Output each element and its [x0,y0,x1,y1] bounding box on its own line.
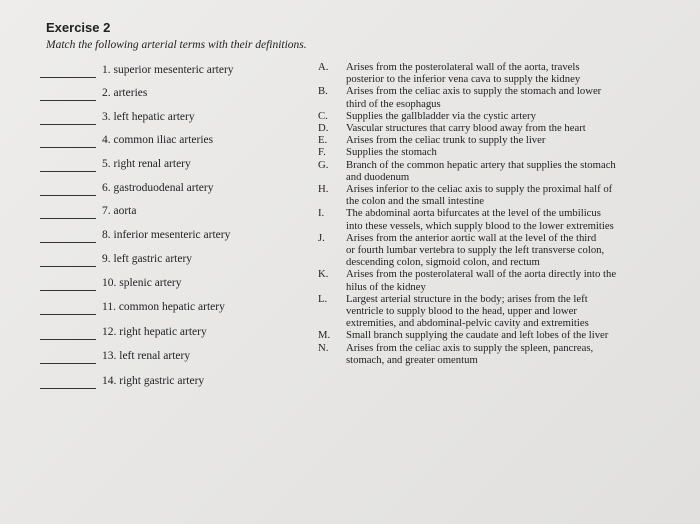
definition-letter: C. [318,109,328,122]
answer-blank[interactable] [40,255,96,267]
definition-text: Largest arterial structure in the body; arises from the left ventricle to supply blood to the head, upper and lower extremities, and abdominal-pelvic cavity and extremities [346,292,589,330]
term-row [40,132,213,148]
term-row [40,109,195,125]
definition-item [318,342,694,366]
definition-item [318,61,694,85]
answer-blank[interactable] [40,113,96,125]
definition-letter: M. [318,329,331,342]
definition-text: Arises from the celiac trunk to supply the liver [346,134,546,147]
term-row [40,203,136,219]
definition-letter: D. [318,122,329,135]
definition-letter: L. [318,292,328,305]
term-label: 10. splenic artery [102,277,182,289]
instructions: Match the following arterial terms with their definitions. [46,39,307,51]
term-label: 14. right gastric artery [102,375,205,387]
term-row [40,180,213,196]
definition-item [318,268,694,292]
definition-letter: N. [318,341,329,354]
definition-item [318,159,694,183]
exercise-title: Exercise 2 [46,20,111,35]
definition-text: Arises from the celiac axis to supply the spleen, pancreas, stomach, and greater omentum [346,341,594,366]
term-label: 13. left renal artery [102,350,191,362]
definition-text: Arises from the celiac axis to supply the stomach and lower third of the esophagus [346,85,602,110]
definition-item [318,329,694,341]
definition-item [318,183,694,207]
definition-letter: H. [318,183,329,196]
term-label: 2. arteries [102,87,148,99]
definition-letter: J. [318,231,325,244]
term-row [40,373,204,389]
definition-text: Arises from the anterior aortic wall at the level of the third or fourth lumbar vertebra to supply the left transverse colon, descending colon, sigmoid colon, and rectum [346,231,605,269]
definition-item [318,134,694,146]
term-row [40,85,147,101]
term-label: 7. aorta [102,205,137,217]
term-row [40,299,225,315]
term-label: 1. superior mesenteric artery [102,64,234,76]
definition-text: Arises inferior to the celiac axis to supply the proximal half of the colon and the small intestine [346,183,613,208]
answer-blank[interactable] [40,231,96,243]
definition-text: Supplies the gallbladder via the cystic artery [346,109,536,122]
term-label: 5. right renal artery [102,158,191,170]
answer-blank[interactable] [40,352,96,364]
term-label: 12. right hepatic artery [102,326,207,338]
definition-text: Supplies the stomach [346,146,437,159]
definition-item [318,207,694,231]
answer-blank[interactable] [40,377,96,389]
definition-text: The abdominal aorta bifurcates at the level of the umbilicus into these vessels, which supply blood to the lower extremities [346,207,614,232]
definition-item [318,85,694,109]
answer-blank[interactable] [40,66,96,78]
answer-blank[interactable] [40,207,96,219]
term-label: 3. left hepatic artery [102,111,195,123]
answer-blank[interactable] [40,328,96,340]
term-row [40,156,191,172]
term-row [40,251,192,267]
definition-letter: E. [318,134,328,147]
definition-item [318,293,694,330]
term-row [40,62,234,78]
definition-text: Vascular structures that carry blood away from the heart [346,122,586,135]
answer-blank[interactable] [40,279,96,291]
answer-blank[interactable] [40,136,96,148]
definition-letter: I. [318,207,325,220]
definitions-list [318,61,694,366]
term-row [40,348,190,364]
definition-letter: K. [318,268,329,281]
answer-blank[interactable] [40,160,96,172]
term-row [40,275,182,291]
definition-text: Small branch supplying the caudate and left lobes of the liver [346,329,609,342]
definition-letter: G. [318,158,329,171]
definition-text: Branch of the common hepatic artery that supplies the stomach and duodenum [346,158,616,183]
term-label: 11. common hepatic artery [102,301,225,313]
answer-blank[interactable] [40,184,96,196]
definition-letter: B. [318,85,328,98]
definition-item [318,232,694,269]
definition-text: Arises from the posterolateral wall of the aorta directly into the hilus of the kidney [346,268,617,293]
definition-item [318,122,694,134]
definition-text: Arises from the posterolateral wall of the aorta, travels posterior to the inferior vena cava to supply the kidney [346,61,581,86]
definition-letter: F. [318,146,326,159]
answer-blank[interactable] [40,89,96,101]
term-row [40,227,230,243]
term-row [40,324,207,340]
term-label: 6. gastroduodenal artery [102,182,214,194]
term-label: 9. left gastric artery [102,253,193,265]
definition-item [318,146,694,158]
answer-blank[interactable] [40,303,96,315]
term-label: 8. inferior mesenteric artery [102,229,231,241]
definition-letter: A. [318,61,329,73]
definition-item [318,110,694,122]
term-label: 4. common iliac arteries [102,134,214,146]
